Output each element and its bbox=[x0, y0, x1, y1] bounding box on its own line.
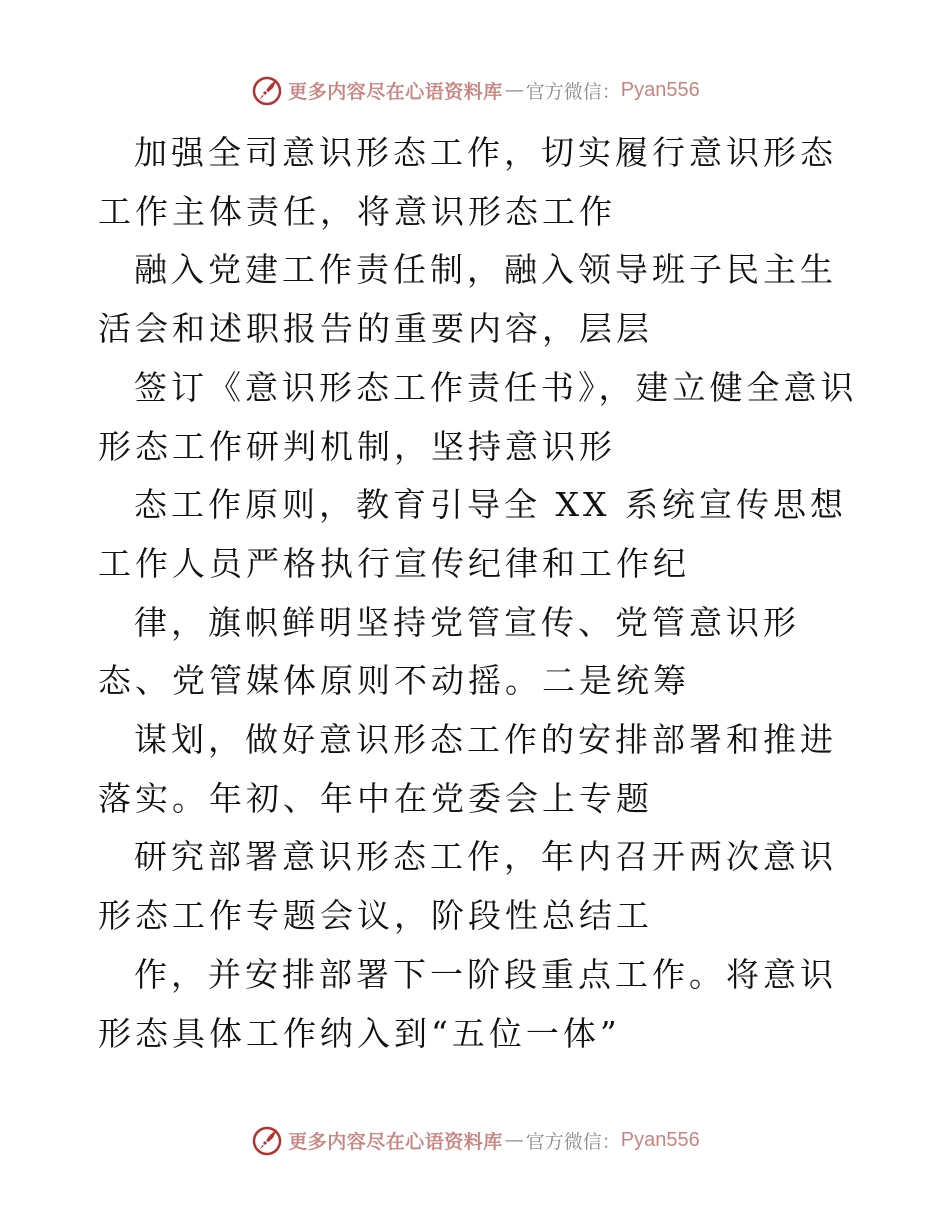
paragraph-7: 研究部署意识形态工作，年内召开两次意识形态工作专题会议，阶段性总结工 bbox=[98, 837, 837, 936]
banner-brand-text: 更多内容尽在心语资料库 bbox=[288, 1130, 503, 1153]
paragraph-8: 作，并安排部署下一阶段重点工作。将意识形态具体工作纳入到“五位一体” bbox=[98, 954, 837, 1053]
paragraph-2: 融入党建工作责任制，融入领导班子民主生活会和述职报告的重要内容，层层 bbox=[98, 250, 837, 349]
banner-contact-label: 官方微信： bbox=[525, 80, 621, 103]
paragraph-4: 态工作原则，教育引导全 XX 系统宣传思想工作人员严格执行宣传纪律和工作纪 bbox=[98, 485, 847, 583]
document-body bbox=[98, 124, 858, 1063]
banner-contact-label: 官方微信： bbox=[525, 1130, 621, 1153]
quill-ink-logo-icon bbox=[250, 1123, 284, 1157]
paragraph-1: 加强全司意识形态工作，切实履行意识形态工作主体责任，将意识形态工作 bbox=[98, 133, 837, 231]
banner-separator: — bbox=[504, 79, 524, 101]
paragraph-5: 律，旗帜鲜明坚持党管宣传、党管意识形态、党管媒体原则不动摇。二是统筹 bbox=[98, 602, 800, 701]
paragraph-6: 谋划，做好意识形态工作的安排部署和推进落实。年初、年中在党委会上专题 bbox=[98, 720, 837, 818]
header-banner bbox=[0, 72, 950, 108]
banner-contact-id: Pyan556 bbox=[620, 78, 700, 101]
quill-ink-logo-icon bbox=[250, 73, 284, 107]
banner-separator: — bbox=[504, 1129, 524, 1151]
banner-contact-id: Pyan556 bbox=[620, 1128, 700, 1151]
paragraph-3: 签订《意识形态工作责任书》，建立健全意识形态工作研判机制，坚持意识形 bbox=[98, 367, 858, 466]
footer-banner bbox=[0, 1122, 950, 1158]
banner-brand-text: 更多内容尽在心语资料库 bbox=[288, 80, 503, 103]
